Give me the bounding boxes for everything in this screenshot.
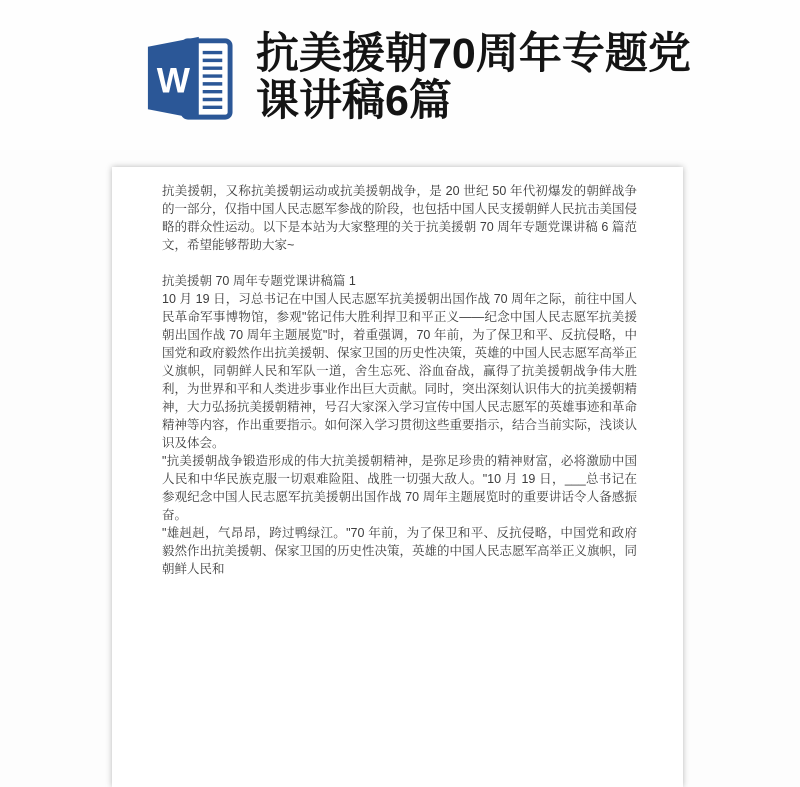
word-icon-letter: W	[156, 61, 190, 101]
paragraph-body-1: 10 月 19 日，习总书记在中国人民志愿军抗美援朝出国作战 70 周年之际，前往中国人民革命军事博物馆，参观"铭记伟大胜利捍卫和平正义——纪念中国人民志愿军抗美援朝出国作战 70 周年主题展览"时，着重强调，70 年前，为了保卫和平、反抗侵略，中国党和政府毅然作出抗美援朝、保家卫国的历史性决策，英雄的中国人民志愿军高举正义旗帜，同朝鲜人民和军队一道，舍生忘死、浴血奋战，赢得了抗美援朝战争伟大胜利，为世界和平和人类进步事业作出巨大贡献。同时，突出深刻认识伟大的抗美援朝精神，大力弘扬抗美援朝精神，号召大家深入学习宣传中国人民志愿军的英雄事迹和革命精神等内容，作出重要指示。如何深入学习贯彻这些重要指示，结合当前实际，浅谈认识及体会。	[162, 292, 638, 450]
document-header	[0, 0, 800, 150]
blank-line	[162, 254, 637, 272]
paragraph-intro: 抗美援朝，又称抗美援朝运动或抗美援朝战争，是 20 世纪 50 年代初爆发的朝鲜战争的一部分，仅指中国人民志愿军参战的阶段，也包括中国人民支援朝鲜人民抗击美国侵略的群众性运动。以下是本站为大家整理的关于抗美援朝 70 周年专题党课讲稿 6 篇范文，希望能够帮助大家~	[162, 184, 638, 252]
document-page	[112, 167, 683, 787]
page-title: 抗美援朝70周年专题党课讲稿6篇	[256, 30, 691, 125]
section-heading: 抗美援朝 70 周年专题党课讲稿篇 1	[162, 274, 356, 288]
paragraph-body-2: "抗美援朝战争锻造形成的伟大抗美援朝精神，是弥足珍贵的精神财富，必将激励中国人民和中华民族克服一切艰难险阻、战胜一切强大敌人。"10 月 19 日，___总书记在参观纪念中国人民志愿军抗美援朝出国作战 70 周年主题展览时的重要讲话令人备感振奋。	[162, 454, 637, 522]
word-document-icon	[142, 33, 236, 123]
paragraph-body-3: "雄赳赳，气昂昂，跨过鸭绿江。"70 年前，为了保卫和平、反抗侵略，中国党和政府毅然作出抗美援朝、保家卫国的历史性决策，英雄的中国人民志愿军高举正义旗帜，同朝鲜人民和	[162, 526, 638, 576]
